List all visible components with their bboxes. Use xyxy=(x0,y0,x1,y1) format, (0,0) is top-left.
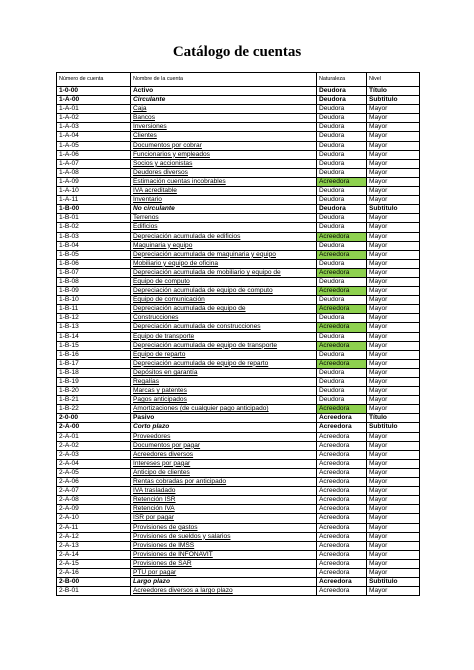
table-row xyxy=(57,414,420,423)
account-name-cell: Mobiliario y equipo de oficina xyxy=(131,259,317,268)
nature-cell: Deudora xyxy=(317,214,367,223)
account-number-cell: 1-B-00 xyxy=(57,205,131,214)
account-number-cell: 2-A-09 xyxy=(57,505,131,514)
level-cell: Mayor xyxy=(367,241,420,250)
nature-cell: Acreedora xyxy=(317,505,367,514)
level-cell: Mayor xyxy=(367,259,420,268)
level-cell: Mayor xyxy=(367,532,420,541)
table-row xyxy=(57,123,420,132)
account-name-cell: Construcciones xyxy=(131,314,317,323)
nature-cell: Acreedora xyxy=(317,432,367,441)
table-row xyxy=(57,96,420,105)
table-row xyxy=(57,378,420,387)
account-name-cell: Provisiones de IMSS xyxy=(131,541,317,550)
account-number-cell: 2-A-01 xyxy=(57,432,131,441)
account-name-cell: Maquinaria y equipo xyxy=(131,241,317,250)
nature-cell: Acreedora xyxy=(317,559,367,568)
account-number-cell: 1-B-11 xyxy=(57,305,131,314)
account-number-cell: 1-A-11 xyxy=(57,196,131,205)
table-row xyxy=(57,387,420,396)
nature-cell: Acreedora xyxy=(317,468,367,477)
nature-cell: Acreedora xyxy=(317,323,367,332)
account-name-cell: Inversiones xyxy=(131,123,317,132)
table-header-row xyxy=(57,73,420,87)
level-cell: Mayor xyxy=(367,223,420,232)
level-cell: Mayor xyxy=(367,478,420,487)
nature-cell: Acreedora xyxy=(317,305,367,314)
account-name-cell: Depreciación acumulada de equipo de xyxy=(131,305,317,314)
level-cell: Mayor xyxy=(367,487,420,496)
nature-cell: Deudora xyxy=(317,87,367,96)
nature-cell: Acreedora xyxy=(317,487,367,496)
level-cell: Mayor xyxy=(367,268,420,277)
nature-cell: Acreedora xyxy=(317,541,367,550)
table-row xyxy=(57,159,420,168)
level-cell: Mayor xyxy=(367,214,420,223)
account-name-cell: Terrenos xyxy=(131,214,317,223)
level-cell: Mayor xyxy=(367,450,420,459)
account-name-cell: ISR por pagar xyxy=(131,514,317,523)
table-row xyxy=(57,332,420,341)
level-cell: Mayor xyxy=(367,459,420,468)
nature-cell: Acreedora xyxy=(317,523,367,532)
account-name-cell: Provisiones de INFONAVIT xyxy=(131,550,317,559)
level-cell: Subtitulo xyxy=(367,205,420,214)
table-row xyxy=(57,505,420,514)
table-row xyxy=(57,568,420,577)
account-name-cell: Pasivo xyxy=(131,414,317,423)
account-number-cell: 1-B-21 xyxy=(57,396,131,405)
nature-cell: Deudora xyxy=(317,168,367,177)
account-number-cell: 2-A-13 xyxy=(57,541,131,550)
table-row xyxy=(57,177,420,186)
table-row xyxy=(57,350,420,359)
account-name-cell: Provisiones de gastos xyxy=(131,523,317,532)
level-cell: Mayor xyxy=(367,441,420,450)
nature-cell: Acreedora xyxy=(317,177,367,186)
account-number-cell: 1-B-08 xyxy=(57,277,131,286)
account-number-cell: 1-B-15 xyxy=(57,341,131,350)
header-level: Nivel xyxy=(367,73,420,87)
account-number-cell: 2-A-10 xyxy=(57,514,131,523)
table-row xyxy=(57,87,420,96)
account-name-cell: Acreedores diversos a largo plazo xyxy=(131,587,317,596)
table-row xyxy=(57,405,420,414)
nature-cell: Deudora xyxy=(317,96,367,105)
account-name-cell: Corto plazo xyxy=(131,423,317,432)
account-number-cell: 1-B-17 xyxy=(57,359,131,368)
level-cell: Mayor xyxy=(367,405,420,414)
nature-cell: Deudora xyxy=(317,378,367,387)
table-row xyxy=(57,532,420,541)
table-body xyxy=(57,87,420,596)
table-row xyxy=(57,487,420,496)
level-cell: Mayor xyxy=(367,114,420,123)
table-row xyxy=(57,114,420,123)
nature-cell: Deudora xyxy=(317,132,367,141)
page-title: Catálogo de cuentas xyxy=(172,44,302,60)
table-row xyxy=(57,541,420,550)
nature-cell: Acreedora xyxy=(317,568,367,577)
level-cell: Mayor xyxy=(367,396,420,405)
account-number-cell: 1-A-06 xyxy=(57,150,131,159)
nature-cell: Deudora xyxy=(317,241,367,250)
account-name-cell: Marcas y patentes xyxy=(131,387,317,396)
account-name-cell: Amortizaciones (de cualquier pago anticipado) xyxy=(131,405,317,414)
level-cell: Mayor xyxy=(367,232,420,241)
account-number-cell: 1-A-10 xyxy=(57,187,131,196)
nature-cell: Acreedora xyxy=(317,550,367,559)
level-cell: Mayor xyxy=(367,323,420,332)
account-name-cell: Equipo de comunicación xyxy=(131,296,317,305)
table-row xyxy=(57,578,420,587)
level-cell: Mayor xyxy=(367,141,420,150)
level-cell: Mayor xyxy=(367,541,420,550)
account-number-cell: 2-A-03 xyxy=(57,450,131,459)
account-number-cell: 2-A-02 xyxy=(57,441,131,450)
account-number-cell: 2-A-14 xyxy=(57,550,131,559)
account-name-cell: Depreciación acumulada de edificios xyxy=(131,232,317,241)
level-cell: Mayor xyxy=(367,105,420,114)
account-number-cell: 1-B-01 xyxy=(57,214,131,223)
account-number-cell: 1-A-07 xyxy=(57,159,131,168)
table-row xyxy=(57,223,420,232)
level-cell: Mayor xyxy=(367,505,420,514)
header-account-number: Número de cuenta xyxy=(57,73,131,87)
account-number-cell: 2-A-04 xyxy=(57,459,131,468)
account-number-cell: 1-A-00 xyxy=(57,96,131,105)
account-name-cell: Equipo de computo xyxy=(131,277,317,286)
level-cell: Mayor xyxy=(367,159,420,168)
table-row xyxy=(57,441,420,450)
account-number-cell: 1-B-16 xyxy=(57,350,131,359)
table-row xyxy=(57,368,420,377)
account-name-cell: IVA trasladado xyxy=(131,487,317,496)
account-name-cell: Equipo de transporte xyxy=(131,332,317,341)
account-number-cell: 1-B-07 xyxy=(57,268,131,277)
level-cell: Mayor xyxy=(367,568,420,577)
account-name-cell: Depreciación acumulada de equipo de transporte xyxy=(131,341,317,350)
table-row xyxy=(57,305,420,314)
account-name-cell: Depreciación acumulada de construcciones xyxy=(131,323,317,332)
table-row xyxy=(57,559,420,568)
table-row xyxy=(57,268,420,277)
account-name-cell: Provisiones de SAR xyxy=(131,559,317,568)
level-cell: Mayor xyxy=(367,496,420,505)
account-number-cell: 1-B-05 xyxy=(57,250,131,259)
account-name-cell: Estimación cuentas incobrables xyxy=(131,177,317,186)
account-number-cell: 1-B-10 xyxy=(57,296,131,305)
account-name-cell: Acreedores diversos xyxy=(131,450,317,459)
nature-cell: Deudora xyxy=(317,368,367,377)
level-cell: Mayor xyxy=(367,341,420,350)
account-name-cell: Depreciación acumulada de maquinaria y equipo xyxy=(131,250,317,259)
account-number-cell: 2-A-11 xyxy=(57,523,131,532)
table-row xyxy=(57,514,420,523)
table-row xyxy=(57,423,420,432)
nature-cell: Deudora xyxy=(317,150,367,159)
account-name-cell: Pagos anticipados xyxy=(131,396,317,405)
table-row xyxy=(57,168,420,177)
account-number-cell: 2-A-15 xyxy=(57,559,131,568)
nature-cell: Deudora xyxy=(317,205,367,214)
table-row xyxy=(57,432,420,441)
nature-cell: Acreedora xyxy=(317,578,367,587)
nature-cell: Acreedora xyxy=(317,250,367,259)
account-name-cell: Intereses por pagar xyxy=(131,459,317,468)
level-cell: Mayor xyxy=(367,432,420,441)
level-cell: Mayor xyxy=(367,523,420,532)
table-row xyxy=(57,396,420,405)
account-name-cell: Proveedores xyxy=(131,432,317,441)
nature-cell: Deudora xyxy=(317,387,367,396)
nature-cell: Acreedora xyxy=(317,441,367,450)
table-row xyxy=(57,296,420,305)
table-row xyxy=(57,587,420,596)
table-row xyxy=(57,468,420,477)
level-cell: Mayor xyxy=(367,150,420,159)
account-number-cell: 1-B-12 xyxy=(57,314,131,323)
account-number-cell: 2-A-06 xyxy=(57,478,131,487)
account-name-cell: Socios y accionistas xyxy=(131,159,317,168)
account-number-cell: 1-0-00 xyxy=(57,87,131,96)
account-name-cell: Retención IVA xyxy=(131,505,317,514)
nature-cell: Acreedora xyxy=(317,478,367,487)
nature-cell: Deudora xyxy=(317,187,367,196)
nature-cell: Acreedora xyxy=(317,459,367,468)
level-cell: Mayor xyxy=(367,587,420,596)
level-cell: Mayor xyxy=(367,250,420,259)
account-number-cell: 1-B-14 xyxy=(57,332,131,341)
level-cell: Mayor xyxy=(367,368,420,377)
nature-cell: Deudora xyxy=(317,296,367,305)
account-name-cell: Depreciación acumulada de mobiliario y equipo de xyxy=(131,268,317,277)
level-cell: Mayor xyxy=(367,332,420,341)
account-name-cell: Clientes xyxy=(131,132,317,141)
account-number-cell: 2-A-05 xyxy=(57,468,131,477)
table-row xyxy=(57,277,420,286)
account-number-cell: 1-A-04 xyxy=(57,132,131,141)
level-cell: Mayor xyxy=(367,287,420,296)
nature-cell: Deudora xyxy=(317,141,367,150)
table-row xyxy=(57,250,420,259)
table-row xyxy=(57,359,420,368)
level-cell: Título xyxy=(367,414,420,423)
account-name-cell: Documentos por pagar xyxy=(131,441,317,450)
account-number-cell: 1-B-03 xyxy=(57,232,131,241)
table-row xyxy=(57,496,420,505)
account-name-cell: Rentas cobradas por anticipado xyxy=(131,478,317,487)
table-row xyxy=(57,459,420,468)
table-row xyxy=(57,478,420,487)
nature-cell: Acreedora xyxy=(317,450,367,459)
account-number-cell: 1-A-05 xyxy=(57,141,131,150)
nature-cell: Acreedora xyxy=(317,532,367,541)
account-number-cell: 2-B-00 xyxy=(57,578,131,587)
nature-cell: Acreedora xyxy=(317,496,367,505)
nature-cell: Deudora xyxy=(317,332,367,341)
table-row xyxy=(57,450,420,459)
account-number-cell: 1-B-02 xyxy=(57,223,131,232)
level-cell: Mayor xyxy=(367,168,420,177)
account-number-cell: 2-A-12 xyxy=(57,532,131,541)
level-cell: Mayor xyxy=(367,123,420,132)
table-row xyxy=(57,259,420,268)
account-number-cell: 1-B-09 xyxy=(57,287,131,296)
nature-cell: Deudora xyxy=(317,277,367,286)
level-cell: Mayor xyxy=(367,559,420,568)
level-cell: Mayor xyxy=(367,359,420,368)
account-number-cell: 2-B-01 xyxy=(57,587,131,596)
account-number-cell: 1-A-03 xyxy=(57,123,131,132)
nature-cell: Deudora xyxy=(317,314,367,323)
account-name-cell: Deudores diversos xyxy=(131,168,317,177)
level-cell: Mayor xyxy=(367,177,420,186)
nature-cell: Deudora xyxy=(317,259,367,268)
nature-cell: Deudora xyxy=(317,105,367,114)
nature-cell: Deudora xyxy=(317,159,367,168)
table-row xyxy=(57,141,420,150)
level-cell: Mayor xyxy=(367,187,420,196)
level-cell: Mayor xyxy=(367,378,420,387)
account-name-cell: No circulante xyxy=(131,205,317,214)
account-name-cell: Activo xyxy=(131,87,317,96)
table-row xyxy=(57,323,420,332)
account-name-cell: Equipo de reparto xyxy=(131,350,317,359)
table-row xyxy=(57,150,420,159)
account-name-cell: Bancos xyxy=(131,114,317,123)
account-number-cell: 1-B-06 xyxy=(57,259,131,268)
account-name-cell: Depósitos en garantía xyxy=(131,368,317,377)
table-row xyxy=(57,105,420,114)
level-cell: Subtitulo xyxy=(367,423,420,432)
table-row xyxy=(57,132,420,141)
table-row xyxy=(57,314,420,323)
table-row xyxy=(57,241,420,250)
account-name-cell: Retención ISR xyxy=(131,496,317,505)
accounts-table xyxy=(56,72,420,596)
level-cell: Mayor xyxy=(367,277,420,286)
account-name-cell: PTU por pagar xyxy=(131,568,317,577)
account-name-cell: Edificios xyxy=(131,223,317,232)
level-cell: Mayor xyxy=(367,468,420,477)
account-number-cell: 2-0-00 xyxy=(57,414,131,423)
table-row xyxy=(57,341,420,350)
account-name-cell: Largo plazo xyxy=(131,578,317,587)
nature-cell: Acreedora xyxy=(317,359,367,368)
account-name-cell: Caja xyxy=(131,105,317,114)
nature-cell: Acreedora xyxy=(317,405,367,414)
level-cell: Mayor xyxy=(367,314,420,323)
table-row xyxy=(57,187,420,196)
account-number-cell: 2-A-16 xyxy=(57,568,131,577)
account-name-cell: Regalías xyxy=(131,378,317,387)
level-cell: Subtitulo xyxy=(367,578,420,587)
header-account-name: Nombre de la cuenta xyxy=(131,73,317,87)
level-cell: Mayor xyxy=(367,387,420,396)
nature-cell: Acreedora xyxy=(317,268,367,277)
nature-cell: Acreedora xyxy=(317,414,367,423)
level-cell: Mayor xyxy=(367,350,420,359)
level-cell: Mayor xyxy=(367,550,420,559)
account-number-cell: 1-B-04 xyxy=(57,241,131,250)
account-number-cell: 2-A-07 xyxy=(57,487,131,496)
header-nature: Naturaleza xyxy=(317,73,367,87)
account-number-cell: 2-A-00 xyxy=(57,423,131,432)
level-cell: Mayor xyxy=(367,514,420,523)
nature-cell: Acreedora xyxy=(317,341,367,350)
table-row xyxy=(57,232,420,241)
table-row xyxy=(57,287,420,296)
nature-cell: Deudora xyxy=(317,396,367,405)
nature-cell: Deudora xyxy=(317,123,367,132)
level-cell: Mayor xyxy=(367,296,420,305)
level-cell: Mayor xyxy=(367,196,420,205)
level-cell: Subtitulo xyxy=(367,96,420,105)
level-cell: Título xyxy=(367,87,420,96)
account-name-cell: IVA acreditable xyxy=(131,187,317,196)
account-number-cell: 1-A-01 xyxy=(57,105,131,114)
account-name-cell: Documentos por cobrar xyxy=(131,141,317,150)
account-number-cell: 1-B-18 xyxy=(57,368,131,377)
nature-cell: Acreedora xyxy=(317,287,367,296)
table-row xyxy=(57,523,420,532)
table-row xyxy=(57,196,420,205)
account-number-cell: 1-A-02 xyxy=(57,114,131,123)
account-name-cell: Provisiones de sueldos y salarios xyxy=(131,532,317,541)
account-number-cell: 1-B-19 xyxy=(57,378,131,387)
table-row xyxy=(57,214,420,223)
account-number-cell: 1-B-13 xyxy=(57,323,131,332)
table-row xyxy=(57,205,420,214)
account-number-cell: 1-A-08 xyxy=(57,168,131,177)
account-number-cell: 1-B-20 xyxy=(57,387,131,396)
level-cell: Mayor xyxy=(367,305,420,314)
nature-cell: Deudora xyxy=(317,114,367,123)
nature-cell: Acreedora xyxy=(317,232,367,241)
level-cell: Mayor xyxy=(367,132,420,141)
table-row xyxy=(57,550,420,559)
nature-cell: Deudora xyxy=(317,350,367,359)
nature-cell: Acreedora xyxy=(317,423,367,432)
account-number-cell: 1-A-09 xyxy=(57,177,131,186)
account-name-cell: Anticipo de clientes xyxy=(131,468,317,477)
nature-cell: Deudora xyxy=(317,196,367,205)
account-number-cell: 2-A-08 xyxy=(57,496,131,505)
account-number-cell: 1-B-22 xyxy=(57,405,131,414)
account-name-cell: Circulante xyxy=(131,96,317,105)
nature-cell: Acreedora xyxy=(317,514,367,523)
account-name-cell: Inventario xyxy=(131,196,317,205)
account-name-cell: Depreciación acumulada de equipo de computo xyxy=(131,287,317,296)
account-name-cell: Funcionarios y empleados xyxy=(131,150,317,159)
account-name-cell: Depreciación acumulada de equipo de reparto xyxy=(131,359,317,368)
nature-cell: Acreedora xyxy=(317,587,367,596)
nature-cell: Deudora xyxy=(317,223,367,232)
